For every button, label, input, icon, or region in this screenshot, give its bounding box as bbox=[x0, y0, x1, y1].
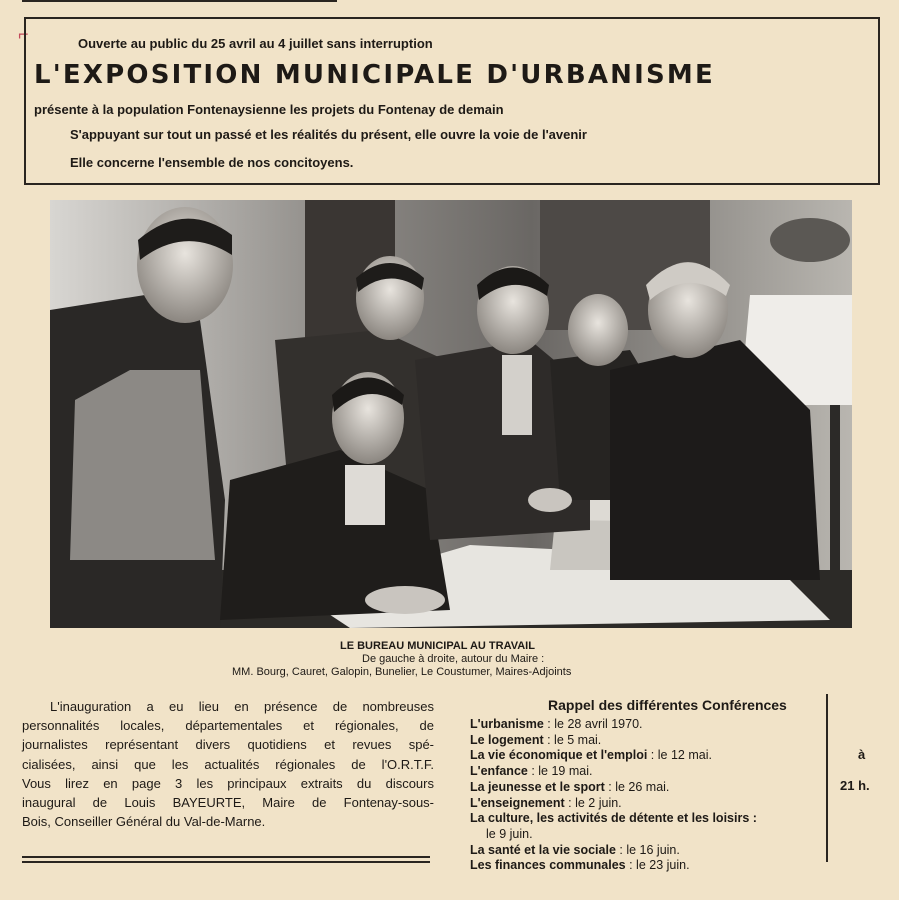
conference-item: Le logement : le 5 mai. bbox=[470, 732, 602, 747]
article-line: L'inauguration a eu lieu en présence de nombreuses bbox=[50, 699, 434, 714]
conferences-bracket bbox=[826, 694, 828, 862]
conferences-title: Rappel des différentes Conférences bbox=[548, 697, 787, 713]
group-photo bbox=[50, 200, 852, 628]
conference-item: L'enfance : le 19 mai. bbox=[470, 764, 593, 779]
opening-dates: Ouverte au public du 25 avril au 4 juillet sans interruption bbox=[78, 36, 433, 51]
subtitle-line: S'appuyant sur tout un passé et les réalités du présent, elle ouvre la voie de l'avenir bbox=[70, 127, 587, 142]
conference-time: 21 h. bbox=[840, 778, 870, 793]
conferences-list bbox=[470, 717, 830, 874]
article-body bbox=[22, 697, 434, 831]
article-line: journalistes représentant divers quotidiens et revues spé- bbox=[22, 737, 434, 753]
conference-item: La santé et la vie sociale : le 16 juin. bbox=[470, 842, 680, 857]
photo-caption-title: LE BUREAU MUNICIPAL AU TRAVAIL bbox=[340, 640, 535, 652]
article-line: inaugural de Louis BAYEURTE, Maire de Fontenay-sous- bbox=[22, 795, 434, 811]
subtitle-line: présente à la population Fontenaysienne les projets du Fontenay de demain bbox=[34, 102, 504, 117]
pen-mark-icon: ⌐ bbox=[18, 24, 29, 44]
subtitle-line: Elle concerne l'ensemble de nos concitoyens. bbox=[70, 155, 354, 170]
article-line: Vous lirez en page 3 les principaux extraits du discours bbox=[22, 775, 434, 791]
conference-item: L'enseignement : le 2 juin. bbox=[470, 795, 622, 810]
photo-caption-subtitle: De gauche à droite, autour du Maire : bbox=[362, 653, 545, 665]
article-line: cialisées, ainsi que les actualités régionales de l'O.R.T.F. bbox=[22, 756, 434, 772]
conference-item: La culture, les activités de détente et les loisirs : le 9 juin. bbox=[470, 811, 757, 841]
top-rule bbox=[22, 0, 337, 2]
conference-item: L'urbanisme : le 28 avril 1970. bbox=[470, 717, 643, 731]
conference-item: La vie économique et l'emploi : le 12 mai. bbox=[470, 748, 712, 763]
conference-item: La jeunesse et le sport : le 26 mai. bbox=[470, 779, 670, 794]
page-title: L'EXPOSITION MUNICIPALE D'URBANISME bbox=[34, 60, 715, 90]
double-rule bbox=[22, 856, 430, 866]
time-prefix: à bbox=[858, 747, 866, 762]
photo-caption-names: MM. Bourg, Cauret, Galopin, Bunelier, Le Coustumer, Maires-Adjoints bbox=[232, 666, 572, 678]
conference-item: Les finances communales : le 23 juin. bbox=[470, 858, 690, 873]
article-line: personnalités locales, départementales et régionales, de bbox=[22, 718, 434, 734]
article-line: Bois, Conseiller Général du Val-de-Marne. bbox=[22, 814, 266, 830]
